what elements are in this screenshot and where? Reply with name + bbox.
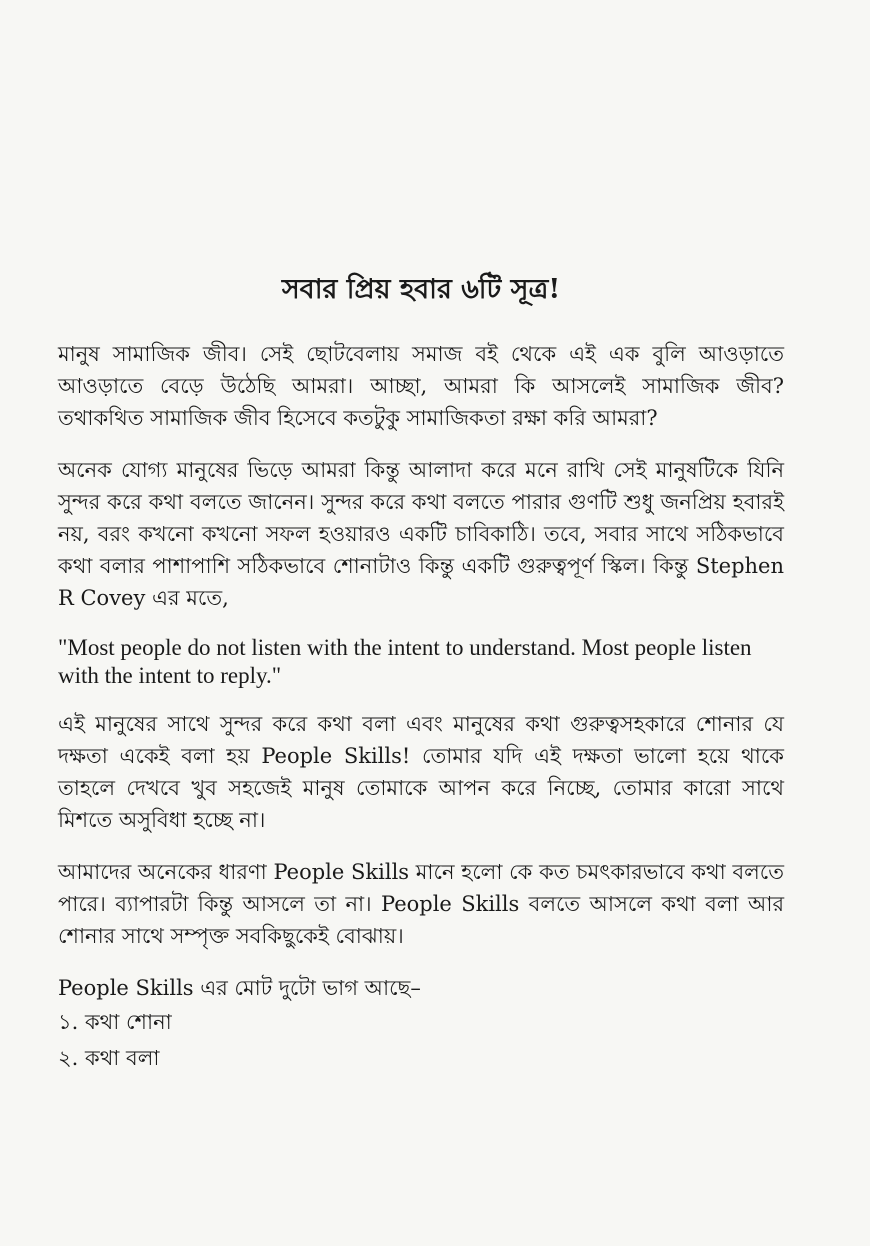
paragraph-definition: এই মানুষের সাথে সুন্দর করে কথা বলা এবং মানুষের কথা গুরুত্বসহকারে শোনার যে দক্ষতা একেই বলা হয় People Skills! তোমার যদি এই দক্ষতা ভালো হয়ে থাকে তাহলে দেখবে খুব সহজেই মানুষ তোমাকে আপন করে নিচ্ছে, তোমার কারো সাথে মিশতে অসুবিধা হচ্ছে না। xyxy=(58,712,785,832)
covey-quote: "Most people do not listen with the intent to understand. Most people listen with the intent to reply." xyxy=(58,635,752,688)
paragraph-intro: মানুষ সামাজিক জীব। সেই ছোটবেলায় সমাজ বই থেকে এই এক বুলি আওড়াতে আওড়াতে বেড়ে উঠেছি আমরা। আচ্ছা, আমরা কি আসলেই সামাজিক জীব? তথাকথিত সামাজিক জীব হিসেবে কতটুকু সামাজিকতা রক্ষা করি আমরা? xyxy=(58,342,784,430)
list-item: ১. কথা শোনা xyxy=(58,1010,172,1034)
list-item: ২. কথা বলা xyxy=(58,1046,160,1070)
skills-list xyxy=(58,1004,784,1076)
paragraph-people-skills: অনেক যোগ্য মানুষের ভিড়ে আমরা কিন্তু আলাদা করে মনে রাখি সেই মানুষটিকে যিনি সুন্দর করে কথা বলতে জানেন। সুন্দর করে কথা বলতে পারার গুণটি শুধু জনপ্রিয় হবারই নয়, বরং কখনো কখনো সফল হওয়ারও একটি চাবিকাঠি। তবে, সবার সাথে সঠিকভাবে কথা বলার পাশাপাশি সঠিকভাবে শোনাটাও কিন্তু একটি গুরুত্বপূর্ণ স্কিল। কিন্তু Stephen R Covey এর মতে, xyxy=(58,458,784,610)
chapter-title: সবার প্রিয় হবার ৬টি সূত্র! xyxy=(281,274,561,305)
paragraph-misconception: আমাদের অনেকের ধারণা People Skills মানে হলো কে কত চমৎকারভাবে কথা বলতে পারে। ব্যাপারটা কিন্তু আসলে তা না। People Skills বলতে আসলে কথা বলা আর শোনার সাথে সম্পৃক্ত সবকিছুকেই বোঝায়। xyxy=(58,860,784,948)
list-intro: People Skills এর মোট দুটো ভাগ আছে– xyxy=(58,976,421,1000)
